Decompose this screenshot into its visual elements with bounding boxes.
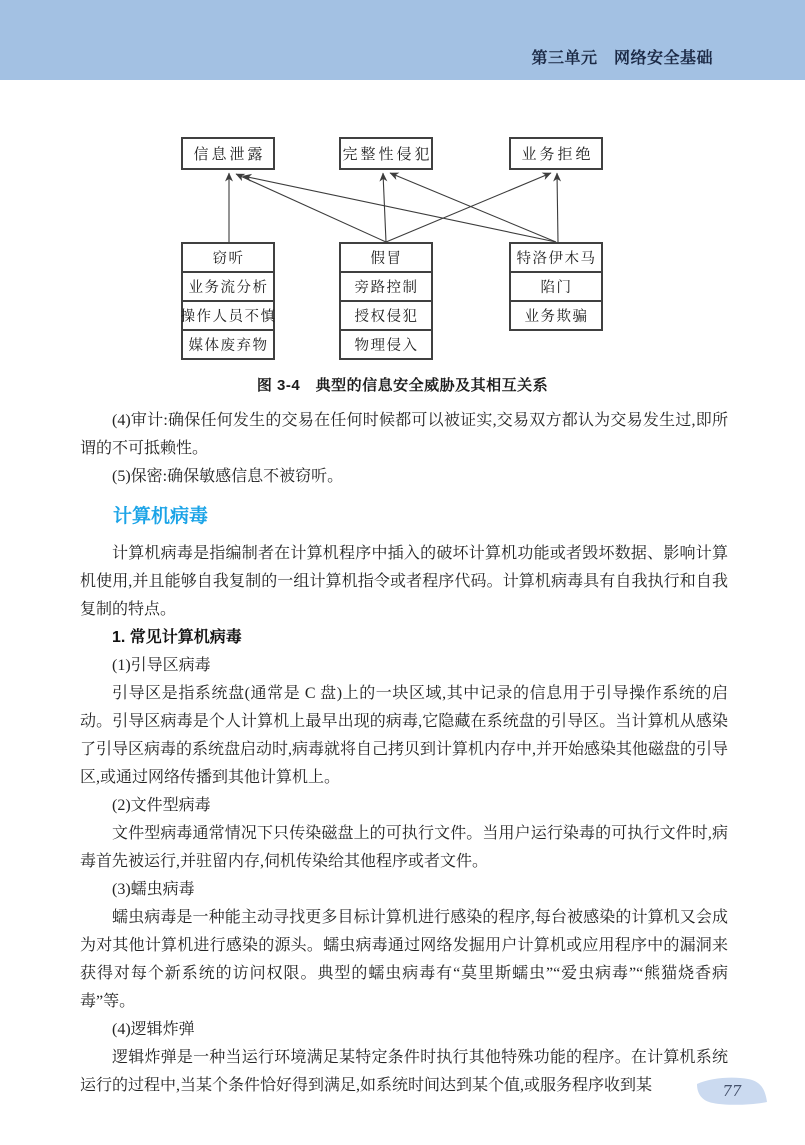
item-title-logic-bomb: (4)逻辑炸弹 <box>112 1021 195 1038</box>
threat-box-denial-of-service: 业务拒绝 <box>509 137 603 170</box>
paragraph-worm-virus: 蠕虫病毒是一种能主动寻找更多目标计算机进行感染的程序,每台被感染的计算机又会成为对其他计算机进行感染的源头。蠕虫病毒通过网络发掘用户计算机或应用程序中的漏洞来获得对每个新系统的访问权限。典型的蠕虫病毒有“莫里斯蠕虫”“爱虫病毒”“熊猫烧香病毒”等。 <box>80 909 728 1010</box>
cell-service-spoofing: 业务欺骗 <box>509 300 603 331</box>
cell-masquerade: 假冒 <box>339 242 433 273</box>
threat-diagram <box>0 130 805 375</box>
cell-physical-intrusion: 物理侵入 <box>339 329 433 360</box>
section-heading-computer-virus: 计算机病毒 <box>113 506 209 527</box>
paragraph-virus-definition: 计算机病毒是指编制者在计算机程序中插入的破坏计算机功能或者毁坏数据、影响计算机使用,并且能够自我复制的一组计算机指令或者程序代码。计算机病毒具有自我执行和自我复制的特点。 <box>80 545 728 618</box>
figure-caption: 图 3-4 典型的信息安全威胁及其相互关系 <box>256 377 549 394</box>
paragraph-boot-virus: 引导区是指系统盘(通常是 C 盘)上的一块区域,其中记录的信息用于引导操作系统的启动。引导区病毒是个人计算机上最早出现的病毒,它隐藏在系统盘的引导区。当计算机从感染了引导区病毒的系统盘启动时,病毒就将自己拷贝到计算机内存中,并开始感染其他磁盘的引导区,或通过网络传播到其他计算机上。 <box>80 685 729 786</box>
threat-group-3 <box>509 242 603 331</box>
cell-trojan-horse: 特洛伊木马 <box>509 242 603 273</box>
item-title-boot-virus: (1)引导区病毒 <box>112 657 211 674</box>
cell-trapdoor: 陷门 <box>509 271 603 302</box>
unit-title: 第三单元 网络安全基础 <box>531 50 713 67</box>
threat-group-1 <box>181 242 275 360</box>
cell-operator-carelessness: 操作人员不慎 <box>181 300 275 331</box>
page-number-leaf <box>696 1077 768 1105</box>
body-content <box>80 407 728 1100</box>
item-title-worm-virus: (3)蠕虫病毒 <box>112 881 195 898</box>
cell-bypass-control: 旁路控制 <box>339 271 433 302</box>
item-title-file-virus: (2)文件型病毒 <box>112 797 211 814</box>
paragraph-audit: (4)审计:确保任何发生的交易在任何时候都可以被证实,交易双方都认为交易发生过,即所谓的不可抵赖性。 <box>80 412 728 457</box>
threat-group-2 <box>339 242 433 360</box>
cell-traffic-analysis: 业务流分析 <box>181 271 275 302</box>
paragraph-file-virus: 文件型病毒通常情况下只传染磁盘上的可执行文件。当用户运行染毒的可执行文件时,病毒首先被运行,并驻留内存,伺机传染给其他程序或者文件。 <box>80 825 728 870</box>
subsection-common-viruses: 1. 常见计算机病毒 <box>112 629 242 646</box>
page-number: 77 <box>722 1082 742 1100</box>
cell-eavesdropping: 窃听 <box>181 242 275 273</box>
threat-box-integrity-violation: 完整性侵犯 <box>339 137 433 170</box>
paragraph-logic-bomb: 逻辑炸弹是一种当运行环境满足某特定条件时执行其他特殊功能的程序。在计算机系统运行的过程中,当某个条件恰好得到满足,如系统时间达到某个值,或服务程序收到某 <box>80 1049 728 1094</box>
header-band <box>0 0 805 80</box>
threat-box-info-leakage: 信息泄露 <box>181 137 275 170</box>
paragraph-confidentiality: (5)保密:确保敏感信息不被窃听。 <box>112 468 344 485</box>
cell-media-waste: 媒体废弃物 <box>181 329 275 360</box>
cell-authorization-violation: 授权侵犯 <box>339 300 433 331</box>
